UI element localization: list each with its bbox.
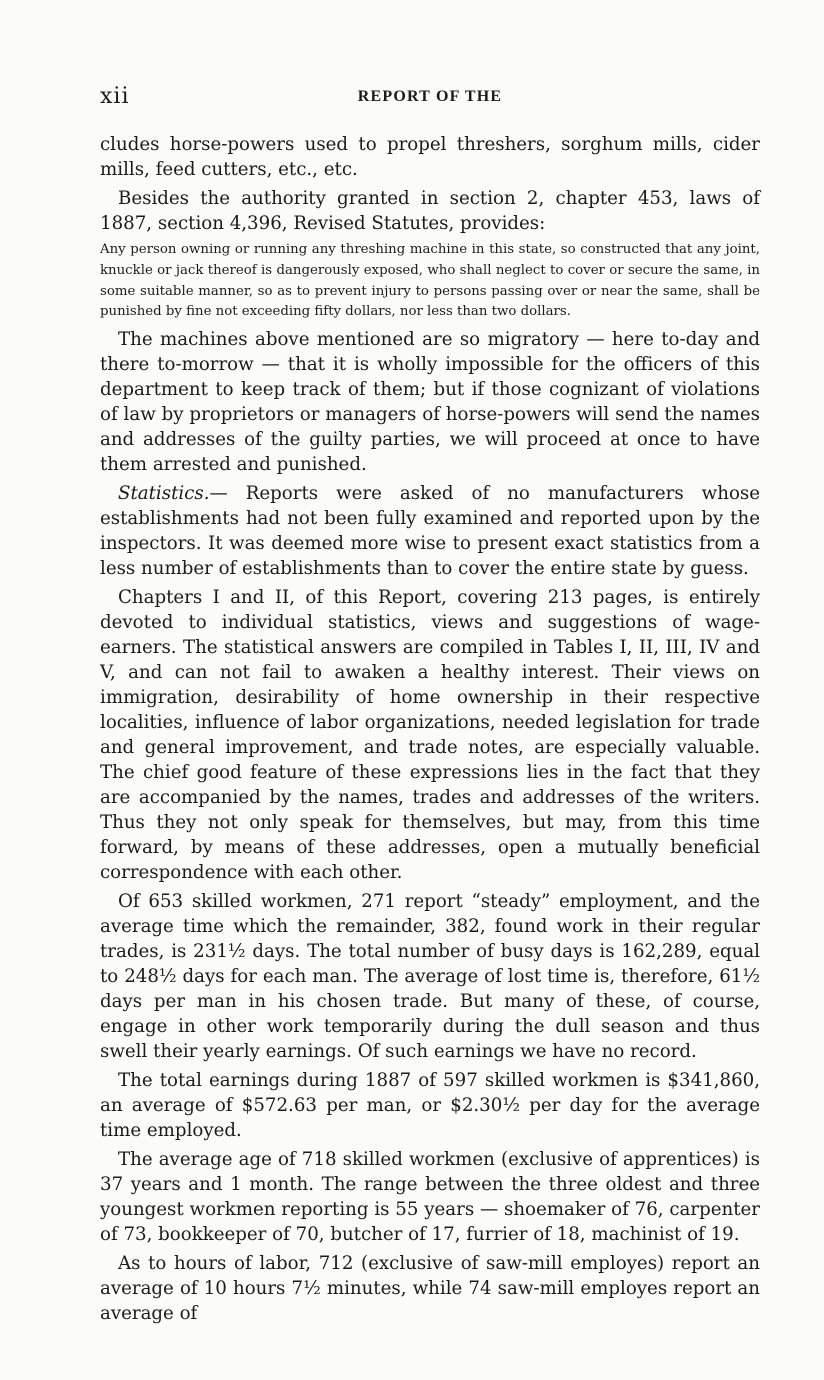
- paragraph-machines: The machines above mentioned are so migratory — here to-day and there to-morrow — that it is wholly impossible for the officers of this department to keep track of them; but if those cognizant of violations of law by proprietors or managers of horse-powers will send the names and addresses of the guilty parties, we will proceed at once to have them arrested and punished.: [100, 329, 760, 476]
- paragraph-statistics: [100, 481, 760, 581]
- running-title: REPORT OF THE: [357, 88, 503, 105]
- paragraph-authority: Besides the authority granted in section 2, chapter 453, laws of 1887, section 4,396, Revised Statutes, provides:: [100, 188, 760, 234]
- paragraph-workmen: Of 653 skilled workmen, 271 report “steady” employment, and the average time which the remainder, 382, found work in their regular trades, is 231½ days. The total number of busy days is 162,289, equal to 248½ days for each man. The average of lost time is, therefore, 61½ days per man in his chosen trade. But many of these, of course, engage in other work temporarily during the dull season and thus swell their yearly earnings. Of such earnings we have no record.: [100, 891, 760, 1063]
- page-number: xii: [100, 84, 130, 109]
- body-text: [100, 132, 760, 1330]
- paragraph-earnings: The total earnings during 1887 of 597 skilled workmen is $341,860, an average of $572.63 per man, or $2.30½ per day for the average time employed.: [100, 1070, 760, 1142]
- running-head: [100, 82, 760, 112]
- paragraph-age: The average age of 718 skilled workmen (exclusive of apprentices) is 37 years and 1 month. The range between the three oldest and three youngest workmen reporting is 55 years — shoemaker of 76, carpenter of 73, bookkeeper of 70, butcher of 17, furrier of 18, machinist of 19.: [100, 1149, 760, 1246]
- paragraph-hours: As to hours of labor, 712 (exclusive of saw-mill employes) report an average of 10 hours 7½ minutes, while 74 saw-mill employes report an average of: [100, 1253, 760, 1325]
- statistics-heading: Statistics.: [118, 483, 210, 505]
- statistics-text: — Reports were asked of no manufacturers whose establishments had not been fully examined and reported upon by the inspectors. It was deemed more wise to present exact statistics from a less number of establishments than to cover the entire state by guess.: [100, 483, 760, 580]
- paragraph-chapters: Chapters I and II, of this Report, covering 213 pages, is entirely devoted to individual statistics, views and suggestions of wage-earners. The statistical answers are compiled in Tables I, II, III, IV and V, and can not fail to awaken a healthy interest. Their views on immigration, desirability of home ownership in their respective localities, influence of labor organizations, needed legislation for trade and general improvement, and trade notes, are especially valuable. The chief good feature of these expressions lies in the fact that they are accompanied by the names, trades and addresses of the writers. Thus they not only speak for themselves, but may, from this time forward, by means of these addresses, open a mutually beneficial correspondence with each other.: [100, 587, 760, 884]
- paragraph-continuation: cludes horse-powers used to propel threshers, sorghum mills, cider mills, feed cutters, etc., etc.: [100, 134, 760, 180]
- statute-quote: Any person owning or running any threshing machine in this state, so constructed that any joint, knuckle or jack thereof is dangerously exposed, who shall neglect to cover or secure the same, in some suitable manner, so as to prevent injury to persons passing over or near the same, shall be punished by fine not exceeding fifty dollars, nor less than two dollars.: [100, 242, 760, 320]
